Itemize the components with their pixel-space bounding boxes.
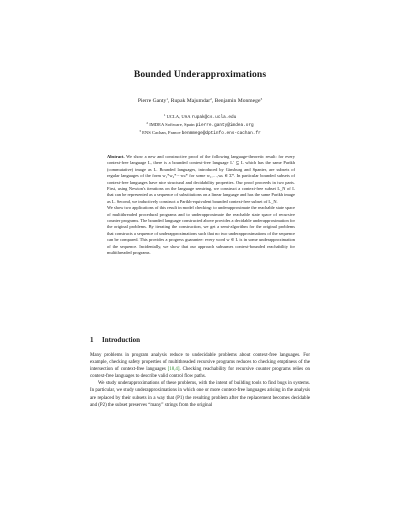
affiliation	[0, 121, 400, 129]
author-name: Pierre Ganty	[137, 98, 167, 104]
author-mark: 1	[166, 97, 168, 101]
body-paragraph	[90, 352, 310, 380]
affiliation-text: UCLA, USA	[166, 114, 192, 119]
affiliation	[0, 113, 400, 121]
abstract-text: We show a new and constructive proof of the following language-theoretic result: for every context-free language L, there is a bounded context-free language L′ ⊆ L which has the same Parikh (commutative) image as L. Bounded languages, introduced by Ginsburg and Spanier, are subsets of regular languages of the form w₁*w₂*⋯wₖ* for some w₁,…,wₖ ∈ Σ*. In particular bounded subsets of context-free languages have nice structural and decidability properties. Our proof proceeds in two parts. First, using Newton's iterations on the language semiring, we construct a context-free subset L_N of L that can be represented as a sequence of substitutions on a linear language and has the same Parikh image as L. Second, we inductively construct a Parikh-equivalent bounded context-free subset of L_N.	[107, 154, 295, 204]
body-paragraph: We study underapproximations of these problems, with the intent of building tools to find bugs in systems. In particular, we study underapproximations in which one or more context-free languages arising in the analysis are replaced by their subsets in a way that (P1) the resulting problem after the replacement becomes decidable and (P2) the subset preserves “many” strings from the original	[90, 381, 310, 408]
author-separator: ,	[211, 98, 215, 104]
abstract-label: Abstract.	[107, 154, 125, 159]
affiliation-text: ENS Cachan, France	[142, 130, 182, 136]
affiliation-email: pierre.ganty@imdea.org	[195, 123, 254, 129]
author-name: Rupak Majumdar	[170, 98, 211, 104]
affiliation	[0, 129, 400, 137]
citation-link[interactable]: [18,4]	[167, 367, 180, 373]
section-heading	[90, 336, 140, 344]
affiliation-list	[0, 113, 400, 138]
author-list	[0, 98, 400, 104]
abstract-paragraph: We show two applications of this result in model checking: to underapproximate the reachable state space of multithreaded procedural programs and to underapproximate the reachable state space of recursive counter programs. The bounded language constructed above provides a decidable underapproximation for the original problems. By iterating the construction, we get a semi-algorithm for the original problems that constructs a sequence of underapproximations such that no two underapproximations of the sequence can be compared. This provides a progress guarantee: every word w ∈ L is in some underapproximation of the sequence. Incidentally, we show that our approach subsumes context-bounded reachability for multithreaded programs.	[107, 205, 295, 256]
author-separator: ,	[167, 98, 171, 104]
author-mark: 2	[210, 97, 212, 101]
abstract-paragraph	[107, 154, 295, 205]
section-number: 1	[90, 336, 94, 344]
affiliation-email: rupak@cs.ucla.edu	[191, 115, 237, 120]
paper-title: Bounded Underapproximations	[133, 69, 267, 80]
affiliation-email: benmmege@dptinfo.ens-cachan.fr	[181, 131, 261, 137]
affiliation-mark: 3	[139, 129, 141, 134]
affiliation-text: IMDEA Software, Spain	[149, 122, 196, 128]
author-mark: 3	[260, 97, 263, 101]
abstract	[107, 154, 295, 257]
body-text: Many problems in program analysis reduce to undecidable problems about context-free languages. For example, checking safety properties of multithreaded recursive programs reduces to checking emptiness of the intersection of context-free languages	[90, 353, 310, 373]
intro-body	[90, 352, 310, 409]
body-text: . Checking reachability for recursive counter programs relies on context-free languages to describe valid control flow paths.	[90, 367, 310, 380]
affiliation-mark: 1	[163, 113, 166, 117]
section-title: Introduction	[102, 336, 140, 344]
affiliation-mark: 2	[146, 121, 149, 126]
author-name: Benjamin Monmege	[214, 98, 261, 104]
